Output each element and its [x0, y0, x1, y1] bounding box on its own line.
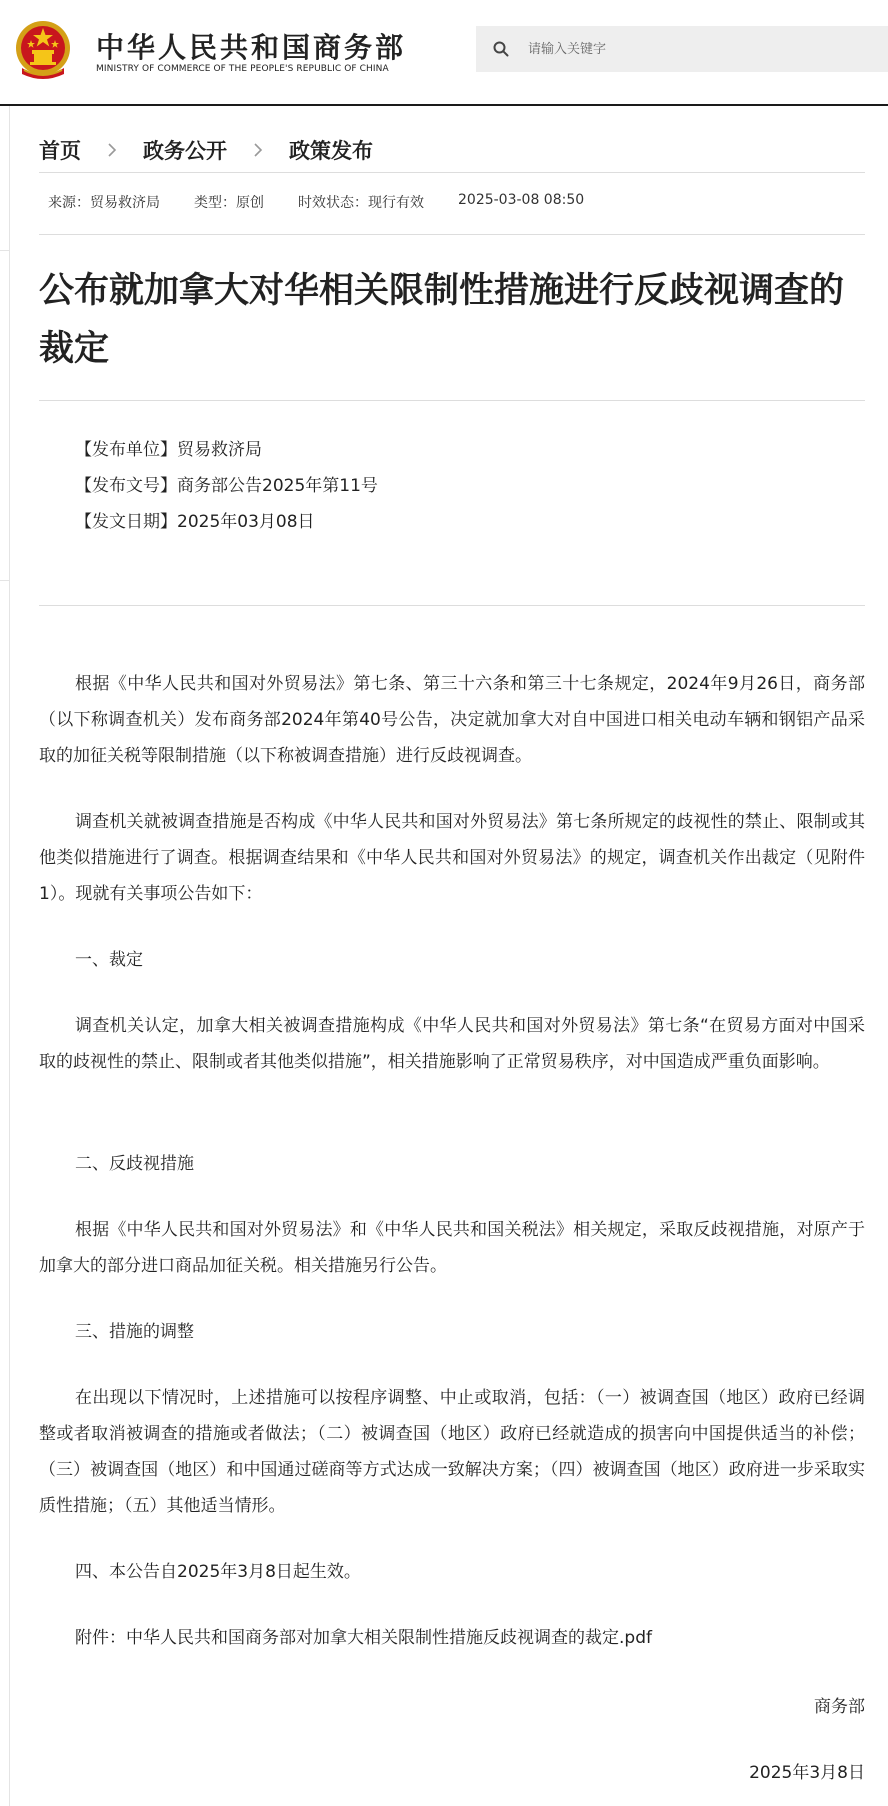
divider [39, 234, 865, 235]
info-issue-date: 【发文日期】2025年03月08日 [75, 512, 315, 532]
signature: 商务部 [814, 1697, 865, 1717]
article-paragraph: 在出现以下情况时，上述措施可以按程序调整、中止或取消，包括：（一）被调查国（地区）政府已经调整或者取消被调查的措施或者做法；（二）被调查国（地区）政府已经就造成的损害向中国提供适当的补偿；（三）被调查国（地区）和中国通过磋商等方式达成一致解决方案；（四）被调查国（地区）政府进一步采取实质性措施；（五）其他适当情形。 [39, 1388, 865, 1516]
info-document-number: 【发布文号】商务部公告2025年第11号 [75, 476, 378, 496]
section-heading: 一、裁定 [75, 950, 143, 970]
article-paragraph: 调查机关就被调查措施是否构成《中华人民共和国对外贸易法》第七条所规定的歧视性的禁止、限制或其他类似措施进行了调查。根据调查结果和《中华人民共和国对外贸易法》的规定，调查机关作出裁定（见附件1）。现就有关事项公告如下： [39, 812, 865, 904]
breadcrumb [39, 135, 373, 165]
search-box [476, 26, 888, 72]
meta-source: 来源：贸易救济局 [48, 195, 160, 211]
breadcrumb-home[interactable]: 首页 [39, 139, 81, 163]
chevron-right-icon [101, 139, 123, 161]
divider [39, 172, 865, 173]
attachment [39, 1620, 865, 1656]
article-paragraph: 调查机关认定，加拿大相关被调查措施构成《中华人民共和国对外贸易法》第七条“在贸易方面对中国采取的歧视性的禁止、限制或者其他类似措施”，相关措施影响了正常贸易秩序，对中国造成严重负面影响。 [39, 1016, 865, 1072]
section-heading: 二、反歧视措施 [75, 1154, 194, 1174]
breadcrumb-government-affairs[interactable]: 政务公开 [143, 139, 227, 163]
article-meta [48, 192, 584, 212]
national-emblem-icon[interactable] [14, 18, 72, 82]
left-divider-tick [0, 580, 9, 581]
left-divider-tick [0, 250, 9, 251]
meta-type: 类型：原创 [194, 195, 264, 211]
search-icon[interactable] [492, 40, 510, 58]
chevron-right-icon [247, 139, 269, 161]
attachment-link[interactable]: 附件：中华人民共和国商务部对加拿大相关限制性措施反歧视调查的裁定.pdf [75, 1628, 652, 1648]
search-input[interactable] [520, 26, 868, 72]
article-paragraph: 四、本公告自2025年3月8日起生效。 [75, 1562, 361, 1582]
info-issuing-unit: 【发布单位】贸易救济局 [75, 440, 262, 460]
article-title: 公布就加拿大对华相关限制性措施进行反歧视调查的裁定 [39, 271, 845, 369]
site-name-en: MINISTRY OF COMMERCE OF THE PEOPLE'S REPUBLIC OF CHINA [96, 64, 389, 74]
left-divider [9, 106, 10, 1806]
article-paragraph: 根据《中华人民共和国对外贸易法》和《中华人民共和国关税法》相关规定，采取反歧视措施，对原产于加拿大的部分进口商品加征关税。相关措施另行公告。 [39, 1220, 865, 1276]
site-header [0, 0, 888, 106]
article-paragraph: 根据《中华人民共和国对外贸易法》第七条、第三十六条和第三十七条规定，2024年9月26日，商务部（以下称调查机关）发布商务部2024年第40号公告，决定就加拿大对自中国进口相关电动车辆和钢铝产品采取的加征关税等限制措施（以下称被调查措施）进行反歧视调查。 [39, 674, 865, 766]
document-info [75, 432, 378, 540]
signature-date: 2025年3月8日 [749, 1763, 865, 1783]
divider [39, 400, 865, 401]
site-name-cn[interactable]: 中华人民共和国商务部 [96, 31, 407, 64]
meta-status: 时效状态：现行有效 [298, 195, 424, 211]
divider [39, 605, 865, 606]
section-heading: 三、措施的调整 [75, 1322, 194, 1342]
breadcrumb-policy-release[interactable]: 政策发布 [289, 139, 373, 163]
meta-datetime: 2025-03-08 08:50 [458, 192, 585, 208]
